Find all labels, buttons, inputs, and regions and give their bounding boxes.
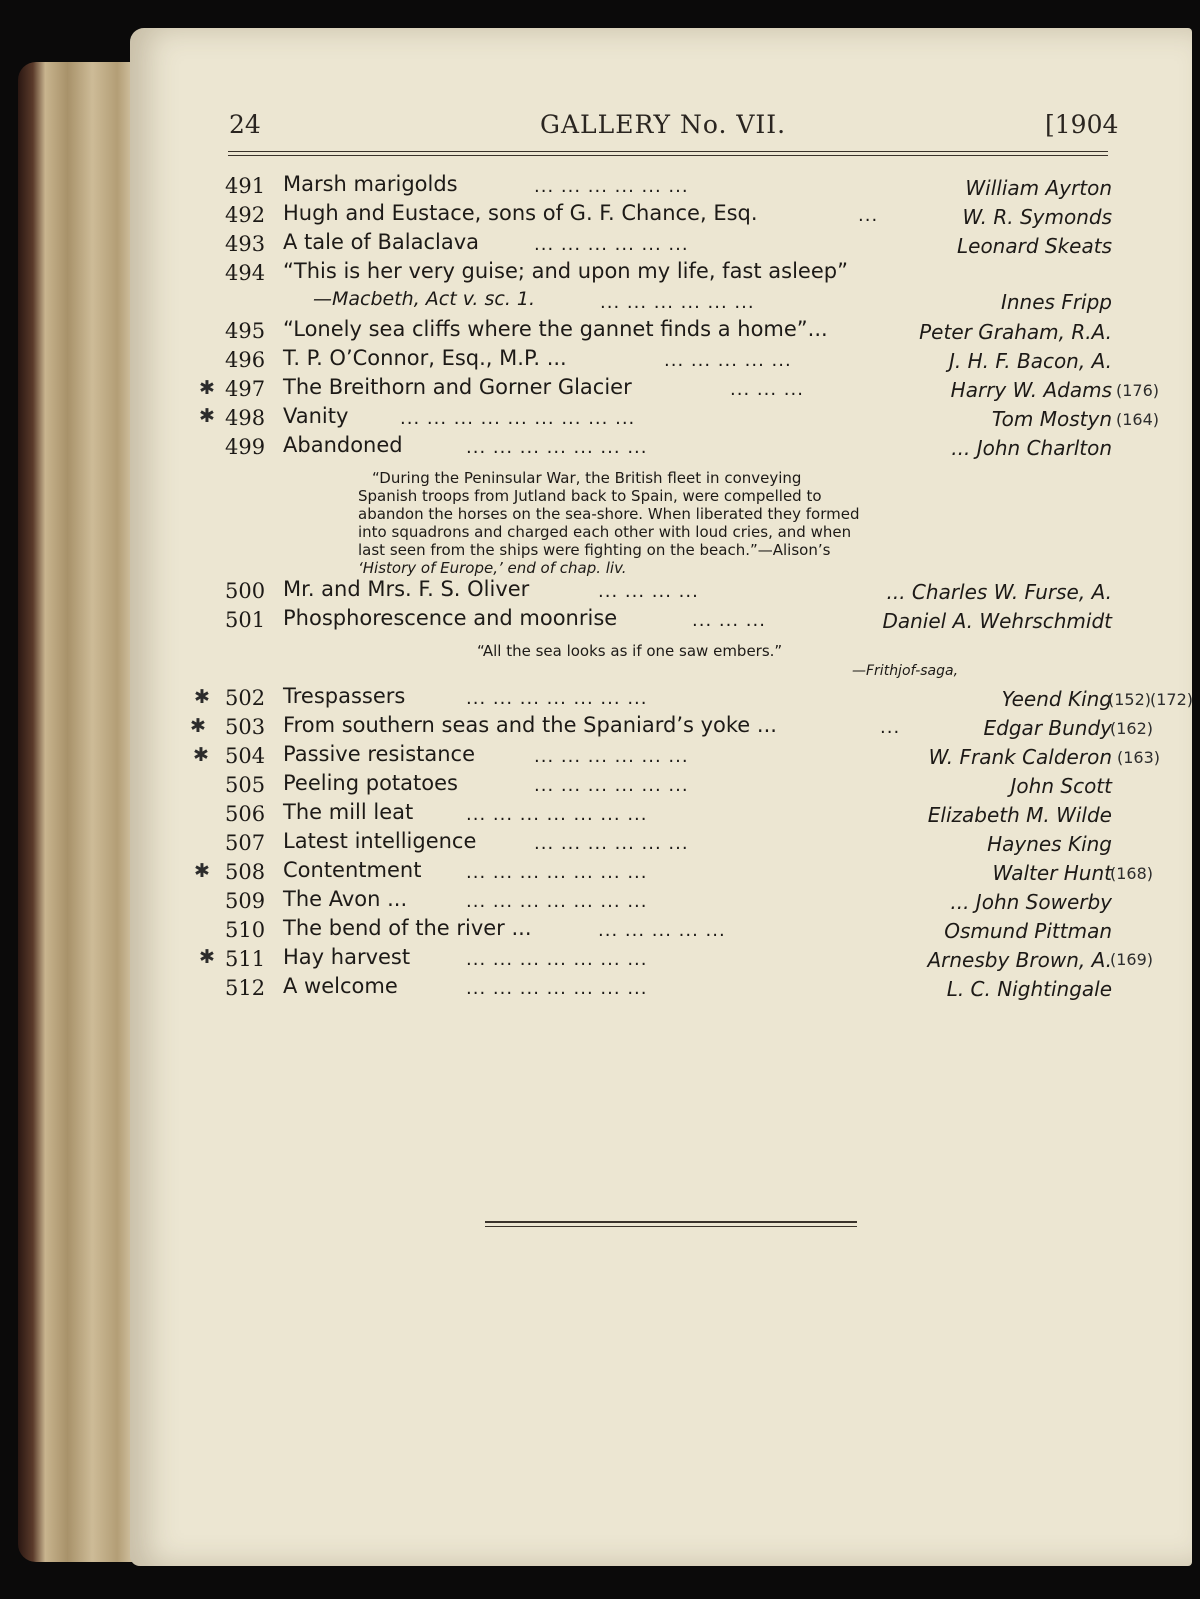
entry-title: Passive resistance bbox=[283, 742, 476, 766]
entry-title: Contentment bbox=[283, 858, 422, 882]
leader-dots: ... ... ... bbox=[692, 610, 766, 631]
entry-number: 502 bbox=[225, 686, 266, 710]
entry-number: 509 bbox=[225, 889, 266, 913]
entry-artist: L. C. Nightingale bbox=[946, 977, 1112, 1001]
entry-artist: Tom Mostyn bbox=[991, 407, 1112, 431]
pencil-reference-note: (169) bbox=[1110, 950, 1154, 969]
entry-title: Hugh and Eustace, sons of G. F. Chance, Esq. bbox=[283, 201, 758, 225]
pencil-reference-note: (176) bbox=[1116, 381, 1160, 400]
leader-dots: ... ... ... ... ... bbox=[598, 920, 726, 941]
entry-artist: Arnesby Brown, A. bbox=[927, 948, 1112, 972]
entry-artist: Daniel A. Wehrschmidt bbox=[882, 609, 1112, 633]
entry-artist: Edgar Bundy bbox=[983, 716, 1112, 740]
leader-dots: ... bbox=[858, 205, 879, 226]
leader-dots: ... ... ... ... ... ... bbox=[534, 176, 689, 197]
page-number: 24 bbox=[229, 110, 261, 139]
entry-number: 507 bbox=[225, 831, 266, 855]
pencil-reference-note: (162) bbox=[1110, 719, 1154, 738]
entry-number: 501 bbox=[225, 608, 266, 632]
pencil-asterisk-mark: ✱ bbox=[194, 860, 210, 882]
entry-title: Latest intelligence bbox=[283, 829, 477, 853]
pencil-asterisk-mark: ✱ bbox=[190, 715, 206, 737]
entry-artist: W. R. Symonds bbox=[962, 205, 1112, 229]
quote-line: into squadrons and charged each other with loud cries, and when bbox=[358, 523, 852, 541]
entry-number: 504 bbox=[225, 744, 266, 768]
leader-dots: ... ... ... ... ... ... ... bbox=[466, 437, 648, 458]
entry-number: 505 bbox=[225, 773, 266, 797]
entry-artist: Leonard Skeats bbox=[957, 234, 1112, 258]
pencil-reference-note: (172) bbox=[1150, 690, 1194, 709]
entry-title: Abandoned bbox=[283, 433, 403, 457]
entry-artist: ... John Charlton bbox=[951, 436, 1112, 460]
entry-title: The mill leat bbox=[283, 800, 414, 824]
entry-artist: Yeend King bbox=[1001, 687, 1112, 711]
entry-number: 494 bbox=[225, 261, 266, 285]
pencil-asterisk-mark: ✱ bbox=[199, 377, 215, 399]
entry-title: Mr. and Mrs. F. S. Oliver bbox=[283, 577, 530, 601]
entry-title: From southern seas and the Spaniard’s yoke ... bbox=[283, 713, 777, 737]
entry-title: T. P. O’Connor, Esq., M.P. ... bbox=[283, 346, 567, 370]
entry-artist: William Ayrton bbox=[965, 176, 1112, 200]
entry-artist: ... John Sowerby bbox=[950, 890, 1112, 914]
entry-artist: Harry W. Adams bbox=[950, 378, 1112, 402]
entry-number: 499 bbox=[225, 435, 266, 459]
entry-number: 512 bbox=[225, 976, 266, 1000]
entry-artist: John Scott bbox=[1010, 774, 1112, 798]
entry-artist: Elizabeth M. Wilde bbox=[927, 803, 1112, 827]
entry-number: 493 bbox=[225, 232, 266, 256]
entry-title: Vanity bbox=[283, 404, 349, 428]
quote-line: abandon the horses on the sea-shore. When liberated they formed bbox=[358, 505, 860, 523]
header-rule bbox=[228, 155, 1108, 156]
entry-title: “Lonely sea cliffs where the gannet finds a home”... bbox=[283, 317, 828, 341]
leader-dots: ... ... ... ... ... ... ... bbox=[466, 862, 648, 883]
header-rule bbox=[228, 151, 1108, 152]
entry-title: “This is her very guise; and upon my life, fast asleep” bbox=[283, 259, 848, 283]
end-rule bbox=[485, 1226, 857, 1227]
leader-dots: ... ... ... ... ... ... ... bbox=[466, 891, 648, 912]
quote-line: “All the sea looks as if one saw embers.” bbox=[477, 642, 783, 660]
entry-artist: W. Frank Calderon bbox=[928, 745, 1112, 769]
pencil-asterisk-mark: ✱ bbox=[199, 946, 215, 968]
pencil-asterisk-mark: ✱ bbox=[199, 405, 215, 427]
entry-number: 498 bbox=[225, 406, 266, 430]
leader-dots: ... ... ... bbox=[730, 379, 804, 400]
leader-dots: ... ... ... ... ... ... bbox=[534, 746, 689, 767]
entry-artist: Osmund Pittman bbox=[944, 919, 1112, 943]
entry-number: 508 bbox=[225, 860, 266, 884]
entry-artist: Haynes King bbox=[987, 832, 1112, 856]
pencil-reference-note: (163) bbox=[1117, 748, 1161, 767]
entry-title: A welcome bbox=[283, 974, 398, 998]
entry-number: 497 bbox=[225, 377, 266, 401]
entry-number: 506 bbox=[225, 802, 266, 826]
quote-line: “During the Peninsular War, the British fleet in conveying bbox=[372, 469, 802, 487]
entry-number: 492 bbox=[225, 203, 266, 227]
pencil-reference-note: (152) bbox=[1108, 690, 1152, 709]
quote-source: —Frithjof-saga, bbox=[852, 663, 959, 679]
entry-number: 510 bbox=[225, 918, 266, 942]
entry-number: 500 bbox=[225, 579, 266, 603]
leader-dots: ... ... ... ... ... ... bbox=[534, 775, 689, 796]
entry-number: 511 bbox=[225, 947, 266, 971]
entry-title: Peeling potatoes bbox=[283, 771, 458, 795]
leader-dots: ... ... ... ... ... ... ... bbox=[466, 804, 648, 825]
quote-source: ‘History of Europe,’ end of chap. liv. bbox=[358, 559, 627, 577]
leader-dots: ... bbox=[880, 717, 901, 738]
leader-dots: ... ... ... ... ... ... bbox=[534, 833, 689, 854]
quote-line: last seen from the ships were fighting on the beach.”—Alison’s bbox=[358, 541, 831, 559]
leader-dots: ... ... ... ... ... bbox=[664, 350, 792, 371]
leader-dots: ... ... ... ... bbox=[598, 581, 699, 602]
entry-number: 503 bbox=[225, 715, 266, 739]
entry-subtitle: —Macbeth, Act v. sc. 1. bbox=[313, 288, 536, 310]
leader-dots: ... ... ... ... ... ... ... bbox=[466, 949, 648, 970]
quote-line: Spanish troops from Jutland back to Spain, were compelled to bbox=[358, 487, 822, 505]
pencil-asterisk-mark: ✱ bbox=[194, 686, 210, 708]
leader-dots: ... ... ... ... ... ... ... bbox=[466, 688, 648, 709]
entry-title: Marsh marigolds bbox=[283, 172, 458, 196]
entry-title: The Avon ... bbox=[283, 887, 408, 911]
entry-artist: Walter Hunt bbox=[992, 861, 1112, 885]
pencil-asterisk-mark: ✱ bbox=[193, 744, 209, 766]
entry-artist: Peter Graham, R.A. bbox=[919, 320, 1112, 344]
entry-artist: J. H. F. Bacon, A. bbox=[948, 349, 1112, 373]
entry-number: 491 bbox=[225, 174, 266, 198]
end-rule bbox=[485, 1221, 857, 1223]
page-title: GALLERY No. VII. bbox=[540, 110, 787, 139]
entry-title: Hay harvest bbox=[283, 945, 411, 969]
entry-title: The Breithorn and Gorner Glacier bbox=[283, 375, 632, 399]
entry-artist: Innes Fripp bbox=[1000, 290, 1112, 314]
pencil-reference-note: (168) bbox=[1110, 864, 1154, 883]
entry-title: Trespassers bbox=[283, 684, 406, 708]
leader-dots: ... ... ... ... ... ... ... bbox=[466, 978, 648, 999]
pencil-reference-note: (164) bbox=[1116, 410, 1160, 429]
leader-dots: ... ... ... ... ... ... bbox=[534, 234, 689, 255]
entry-title: Phosphorescence and moonrise bbox=[283, 606, 618, 630]
entry-number: 495 bbox=[225, 319, 266, 343]
page-year: [1904 bbox=[1045, 110, 1119, 139]
leader-dots: ... ... ... ... ... ... bbox=[600, 292, 755, 313]
leader-dots: ... ... ... ... ... ... ... ... ... bbox=[400, 408, 636, 429]
entry-title: The bend of the river ... bbox=[283, 916, 532, 940]
entry-artist: ... Charles W. Furse, A. bbox=[886, 580, 1112, 604]
entry-title: A tale of Balaclava bbox=[283, 230, 480, 254]
book-edge bbox=[18, 62, 142, 1562]
entry-number: 496 bbox=[225, 348, 266, 372]
